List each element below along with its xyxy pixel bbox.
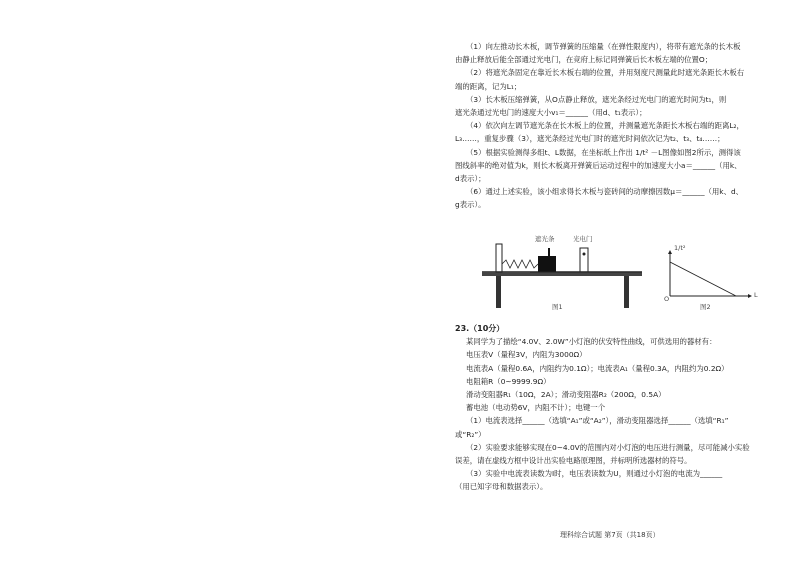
step-1-line-2: 由静止释放后能全部通过光电门，在竞府上标记同弹簧后长木板左端的位置O； — [455, 55, 713, 65]
x-axis-label: L — [754, 291, 758, 299]
figure-1-caption: 图1 — [552, 303, 563, 311]
y-axis-label: 1/t² — [674, 244, 686, 252]
q23-line-11: （3）实验中电流表读数为I时，电压表读数为U，则通过小灯泡的电流为______ — [466, 469, 723, 479]
step-1-line-1: （1）向左推动长木板，调节弹簧的压缩量（在弹性限度内），将带有遮光条的长木板 — [466, 42, 741, 51]
question-23-title: 23.（10分） — [455, 324, 505, 333]
q23-line-12: （用已知字母和数据表示）。 — [455, 482, 548, 492]
step-3-line-2: 遮光条通过光电门的速度大小v₁＝______（用d、t₁表示）； — [455, 108, 647, 118]
figure-2-graph — [668, 250, 752, 298]
step-5-line-2: 图线斜率的绝对值为k，则长木板离开弹簧后运动过程中的加速度大小a＝______（用k、 — [455, 160, 742, 170]
step-4-line-1: （4）依次向左调节遮光条在长木板上的位置，并测量遮光条距长木板右端的距离L₂， — [466, 121, 744, 131]
step-5-line-3: d表示）； — [455, 174, 486, 184]
q23-line-6: 蓄电池（电动势6V，内阻不计）；电键一个 — [466, 403, 606, 413]
q23-line-4: 电阻箱R（0~9999.9Ω） — [466, 376, 551, 386]
figure-1-apparatus — [470, 236, 770, 316]
step-6-line-1: （6）通过上述实验，该小组求得长木板与瓷砖间的动摩擦因数μ＝______（用k、d、 — [466, 187, 744, 197]
question-22-steps — [455, 40, 773, 212]
q23-line-10: 误差，请在虚线方框中设计出实验电路原理图，并标明所选器材的符号。 — [455, 456, 692, 466]
step-4-line-2: L₃……，重复步骤（3），遮光条经过光电门时的遮光时间依次记为t₂、t₃、t₄……； — [455, 134, 725, 144]
figure-2-caption: 图2 — [700, 303, 711, 311]
q23-line-2: 电压表V（量程3V，内阻为3000Ω） — [466, 350, 587, 360]
q23-line-8: 或“R₂”） — [455, 429, 486, 439]
gate-label: 光电门 — [573, 235, 593, 243]
q23-line-3: 电流表A（量程0.6A，内阻约为0.1Ω）；电流表A₁（量程0.3A，内阻约为0.2Ω） — [466, 363, 729, 373]
page-footer: 理科综合试题 第7页（共18页） — [560, 531, 660, 539]
step-2-line-1: （2）将遮光条固定在靠近长木板右端的位置，并用刻度尺测量此时遮光条距长木板右 — [466, 68, 745, 78]
question-23 — [455, 322, 773, 494]
q23-line-9: （2）实验要求能够实现在0~4.0V的范围内对小灯泡的电压进行测量，尽可能减小实验 — [466, 442, 750, 452]
step-2-line-2: 端的距离，记为L₁； — [455, 81, 522, 91]
q23-line-7: （1）电流表选择______（选填“A₁”或“A₂”），滑动变阻器选择______（选填“R₁” — [466, 416, 729, 426]
q23-line-5: 滑动变阻器R₁（10Ω，2A）；滑动变阻器R₂（200Ω，0.5A） — [466, 390, 666, 400]
step-3-line-1: （3）长木板压缩弹簧，从O点静止释放，遮光条经过光电门的遮光时间为t₁，则 — [466, 94, 727, 104]
q23-line-1: 某同学为了描绘“4.0V、2.0W”小灯泡的伏安特性曲线，可供选用的器材有： — [466, 337, 717, 347]
origin-label: O — [664, 295, 670, 303]
shade-label: 遮光条 — [535, 235, 555, 243]
step-5-line-1: （5）根据实验测得多组t、L数据，在坐标纸上作出 1/t² －L图像如图2所示，测得该 — [466, 147, 741, 157]
step-6-line-2: g表示）。 — [455, 200, 486, 210]
figures-area — [470, 236, 770, 316]
